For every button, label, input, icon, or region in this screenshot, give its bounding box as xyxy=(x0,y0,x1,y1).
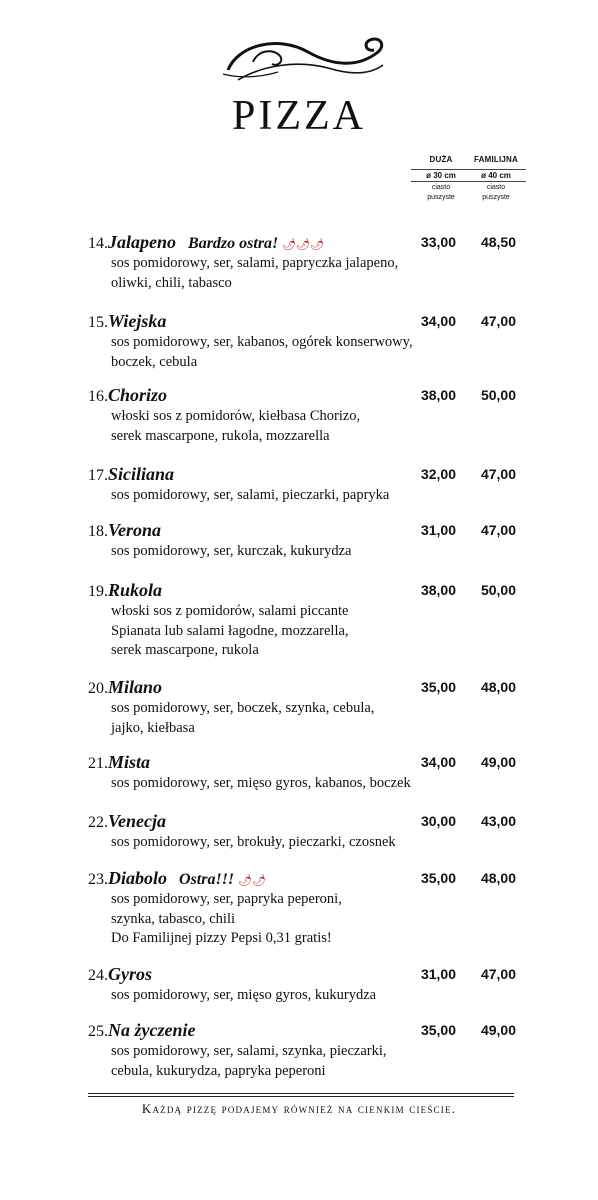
item-description-line: sos pomidorowy, ser, salami, papryczka jalapeno, xyxy=(111,255,399,271)
column-size: ø 30 cm xyxy=(411,169,471,182)
price-familijna: 47,00 xyxy=(480,313,516,329)
item-description-line: sos pomidorowy, ser, kurczak, kukurydza xyxy=(111,543,352,559)
price-familijna: 43,00 xyxy=(480,813,516,829)
page-title: PIZZA xyxy=(232,93,366,139)
item-description-line: włoski sos z pomidorów, salami piccante xyxy=(111,603,349,619)
menu-item xyxy=(88,520,528,562)
price-duza: 31,00 xyxy=(420,522,456,538)
price-duza: 31,00 xyxy=(420,966,456,982)
menu-item-heading xyxy=(88,752,528,774)
price-familijna: 47,00 xyxy=(480,466,516,482)
footer-note: Każdą pizzę podajemy również na cienkim cieście. xyxy=(141,1101,457,1116)
menu-item xyxy=(88,232,528,293)
item-description-line: serek mascarpone, rukola, mozzarella xyxy=(111,427,330,444)
item-description-line: sos pomidorowy, ser, brokuły, pieczarki, czosnek xyxy=(111,834,396,850)
menu-item-heading xyxy=(88,580,528,602)
item-description-line: sos pomidorowy, ser, mięso gyros, kabanos, boczek xyxy=(111,775,411,791)
price-duza: 32,00 xyxy=(420,466,456,482)
item-name: Rukola xyxy=(108,580,163,600)
item-name: Verona xyxy=(108,520,162,540)
item-description-line: oliwki, chili, tabasco xyxy=(111,274,232,291)
chili-pepper-icon: 🌶🌶🌶 xyxy=(282,238,325,251)
item-number: 22. xyxy=(88,814,108,831)
column-dough: puszyste xyxy=(427,194,455,201)
divider xyxy=(88,1093,514,1097)
column-header-duza xyxy=(411,155,471,202)
menu-item-heading xyxy=(88,811,528,833)
item-name: Milano xyxy=(108,677,163,697)
menu-item-heading xyxy=(88,385,528,407)
menu-item-heading xyxy=(88,311,528,333)
menu-item xyxy=(88,811,528,853)
item-number: 18. xyxy=(88,523,108,540)
price-familijna: 49,00 xyxy=(480,1022,516,1038)
spicy-label: Bardzo ostra! xyxy=(188,235,279,252)
item-name: Siciliana xyxy=(108,464,175,484)
item-description-line: jajko, kiełbasa xyxy=(111,719,195,736)
price-familijna: 48,00 xyxy=(480,679,516,695)
item-description-line: sos pomidorowy, ser, salami, szynka, pieczarki, xyxy=(111,1043,387,1059)
price-familijna: 47,00 xyxy=(480,522,516,538)
item-number: 20. xyxy=(88,680,108,697)
column-dough: puszyste xyxy=(482,194,510,201)
menu-item xyxy=(88,580,528,661)
flourish-ornament-icon xyxy=(218,30,388,88)
column-name: DUŻA xyxy=(429,155,453,164)
price-duza: 35,00 xyxy=(420,870,456,886)
item-number: 14. xyxy=(88,235,108,252)
item-description-line: sos pomidorowy, ser, salami, pieczarki, papryka xyxy=(111,487,390,503)
price-duza: 34,00 xyxy=(420,313,456,329)
item-description-line: sos pomidorowy, ser, boczek, szynka, cebula, xyxy=(111,700,375,716)
item-name: Venecja xyxy=(108,811,166,831)
price-duza: 38,00 xyxy=(420,387,456,403)
price-duza: 34,00 xyxy=(420,754,456,770)
column-name: FAMILIJNA xyxy=(473,155,519,164)
item-number: 15. xyxy=(88,314,108,331)
item-number: 16. xyxy=(88,388,108,405)
item-description-line: Spianata lub salami łagodne, mozzarella, xyxy=(111,622,349,639)
menu-item xyxy=(88,868,528,949)
menu-item-heading xyxy=(88,868,528,890)
chili-pepper-icon: 🌶🌶 xyxy=(238,874,267,887)
menu-item-heading xyxy=(88,520,528,542)
menu-item-heading xyxy=(88,964,528,986)
menu-item-heading xyxy=(88,232,528,254)
item-number: 21. xyxy=(88,755,108,772)
item-description-line: serek mascarpone, rukola xyxy=(111,642,259,658)
item-description-line: szynka, tabasco, chili xyxy=(111,910,236,927)
item-name: Chorizo xyxy=(108,385,168,405)
item-name: Na życzenie xyxy=(108,1020,196,1040)
item-description-line: cebula, kukurydza, papryka peperoni xyxy=(111,1062,326,1079)
menu-item xyxy=(88,311,528,372)
price-familijna: 47,00 xyxy=(480,966,516,982)
menu-item xyxy=(88,1020,528,1081)
price-familijna: 50,00 xyxy=(480,582,516,598)
price-duza: 35,00 xyxy=(420,679,456,695)
item-number: 19. xyxy=(88,583,108,600)
item-description-line: sos pomidorowy, ser, papryka peperoni, xyxy=(111,891,342,907)
item-name: Mista xyxy=(108,752,151,772)
item-name: Wiejska xyxy=(108,311,167,331)
item-number: 25. xyxy=(88,1023,108,1040)
price-duza: 38,00 xyxy=(420,582,456,598)
item-number: 24. xyxy=(88,967,108,984)
price-familijna: 49,00 xyxy=(480,754,516,770)
menu-item xyxy=(88,677,528,738)
column-dough: ciasto xyxy=(431,184,451,191)
column-dough: ciasto xyxy=(486,184,506,191)
menu-item-heading xyxy=(88,464,528,486)
column-size: ø 40 cm xyxy=(466,169,526,182)
menu-item xyxy=(88,964,528,1006)
item-number: 23. xyxy=(88,871,108,888)
menu-item-heading xyxy=(88,1020,528,1042)
price-duza: 33,00 xyxy=(420,234,456,250)
item-name: Gyros xyxy=(108,964,152,984)
menu-item xyxy=(88,464,528,506)
price-duza: 30,00 xyxy=(420,813,456,829)
item-description-line: Do Familijnej pizzy Pepsi 0,31 gratis! xyxy=(111,930,332,946)
price-duza: 35,00 xyxy=(420,1022,456,1038)
item-description-line: sos pomidorowy, ser, kabanos, ogórek konserwowy, xyxy=(111,334,413,350)
item-description-line: włoski sos z pomidorów, kiełbasa Chorizo, xyxy=(111,408,361,424)
item-description-line: boczek, cebula xyxy=(111,353,198,370)
menu-item xyxy=(88,752,528,794)
item-name: Jalapeno xyxy=(108,232,177,252)
column-header-familijna xyxy=(466,155,526,202)
item-name: Diabolo xyxy=(108,868,168,888)
item-number: 17. xyxy=(88,467,108,484)
price-familijna: 50,00 xyxy=(480,387,516,403)
spicy-label: Ostra!!! xyxy=(179,871,235,888)
menu-item-heading xyxy=(88,677,528,699)
price-familijna: 48,00 xyxy=(480,870,516,886)
price-familijna: 48,50 xyxy=(480,234,516,250)
item-description-line: sos pomidorowy, ser, mięso gyros, kukurydza xyxy=(111,987,377,1003)
menu-item xyxy=(88,385,528,446)
